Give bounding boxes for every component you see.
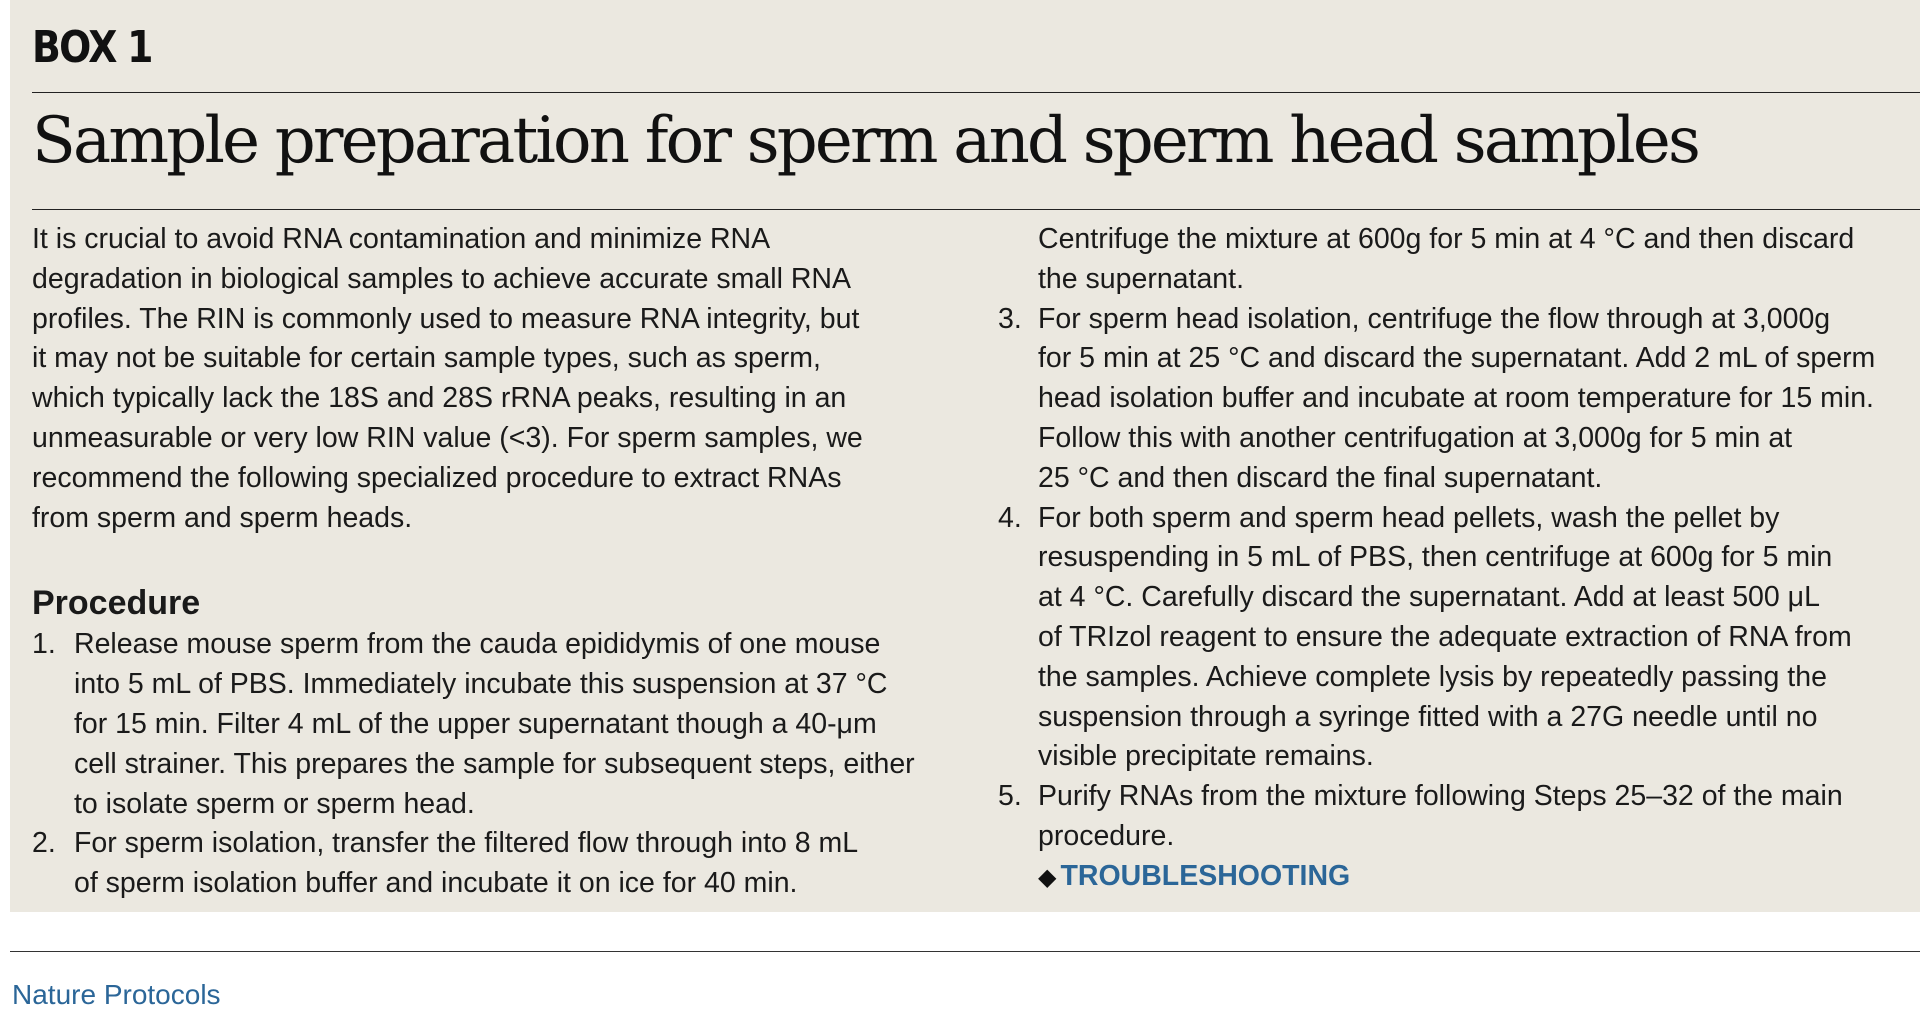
right-column [998, 220, 1920, 898]
left-column [32, 220, 952, 904]
step-item [998, 300, 1920, 499]
step-number: 3. [998, 302, 1022, 335]
troubleshooting-label: TROUBLESHOOTING [1060, 859, 1351, 892]
step-line: Purify RNAs from the mixture following Steps 25–32 of the main [1038, 780, 1843, 813]
step-line: Centrifuge the mixture at 600g for 5 min at 4 °C and then discard [1038, 223, 1855, 255]
step-line: cell strainer. This prepares the sample for subsequent steps, either [74, 747, 915, 780]
step-2-continued [998, 220, 1920, 300]
troubleshooting-link[interactable] [998, 857, 1920, 898]
step-line: procedure. [1038, 819, 1175, 852]
intro-paragraph [32, 220, 952, 538]
box-title: Sample preparation for sperm and sperm head samples [32, 104, 1699, 178]
intro-line: recommend the following specialized procedure to extract RNAs [32, 461, 842, 494]
step-line: the samples. Achieve complete lysis by repeatedly passing the [1038, 660, 1827, 693]
journal-name[interactable]: Nature Protocols [12, 979, 221, 1010]
procedure-steps [32, 625, 952, 904]
step-line: 25 °C and then discard the final supernatant. [1038, 461, 1603, 494]
step-line: visible precipitate remains. [1038, 740, 1374, 773]
step-item [998, 499, 1920, 778]
step-number: 1. [32, 628, 56, 661]
step-line: For sperm isolation, transfer the filtered flow through into 8 mL [74, 827, 859, 860]
step-line: Follow this with another centrifugation at 3,000g for 5 min at [1038, 421, 1793, 454]
step-line: For both sperm and sperm head pellets, wash the pellet by [1038, 501, 1780, 534]
step-item [32, 625, 952, 824]
procedure-steps-continued [998, 300, 1920, 857]
intro-line: profiles. The RIN is commonly used to measure RNA integrity, but [32, 302, 860, 335]
step-line: at 4 °C. Carefully discard the supernatant. Add at least 500 μL [1038, 581, 1820, 614]
step-number: 2. [32, 827, 56, 860]
intro-line: it may not be suitable for certain sample types, such as sperm, [32, 342, 821, 375]
step-line: for 15 min. Filter 4 mL of the upper supernatant though a 40-μm [74, 707, 877, 740]
step-line: For sperm head isolation, centrifuge the flow through at 3,000g [1038, 302, 1831, 335]
step-line: to isolate sperm or sperm head. [74, 787, 475, 820]
diamond-icon: ◆ [1038, 863, 1057, 891]
intro-line: degradation in biological samples to achieve accurate small RNA [32, 262, 852, 295]
procedure-heading: Procedure [32, 584, 201, 623]
top-rule [32, 92, 1920, 93]
step-line: suspension through a syringe fitted with a 27G needle until no [1038, 700, 1818, 733]
step-number: 5. [998, 780, 1022, 813]
step-item [998, 777, 1920, 857]
step-line: into 5 mL of PBS. Immediately incubate this suspension at 37 °C [74, 668, 888, 701]
step-line: resuspending in 5 mL of PBS, then centrifuge at 600g for 5 min [1038, 541, 1833, 574]
step-line: for 5 min at 25 °C and discard the supernatant. Add 2 mL of sperm [1038, 342, 1876, 375]
step-item [32, 824, 952, 904]
intro-line: which typically lack the 18S and 28S rRNA peaks, resulting in an [32, 382, 847, 415]
step-line: of sperm isolation buffer and incubate it on ice for 40 min. [74, 867, 798, 900]
footer-rule [10, 951, 1920, 952]
step-line: Release mouse sperm from the cauda epididymis of one mouse [74, 628, 881, 661]
intro-line: unmeasurable or very low RIN value (<3). For sperm samples, we [32, 421, 863, 454]
step-line: the supernatant. [1038, 262, 1244, 295]
box-label: BOX 1 [32, 22, 152, 73]
step-number: 4. [998, 501, 1022, 534]
title-rule [32, 209, 1920, 210]
intro-line: from sperm and sperm heads. [32, 501, 413, 534]
step-line: of TRIzol reagent to ensure the adequate extraction of RNA from [1038, 620, 1852, 653]
intro-line: It is crucial to avoid RNA contamination and minimize RNA [32, 223, 771, 255]
step-line: head isolation buffer and incubate at room temperature for 15 min. [1038, 382, 1874, 415]
